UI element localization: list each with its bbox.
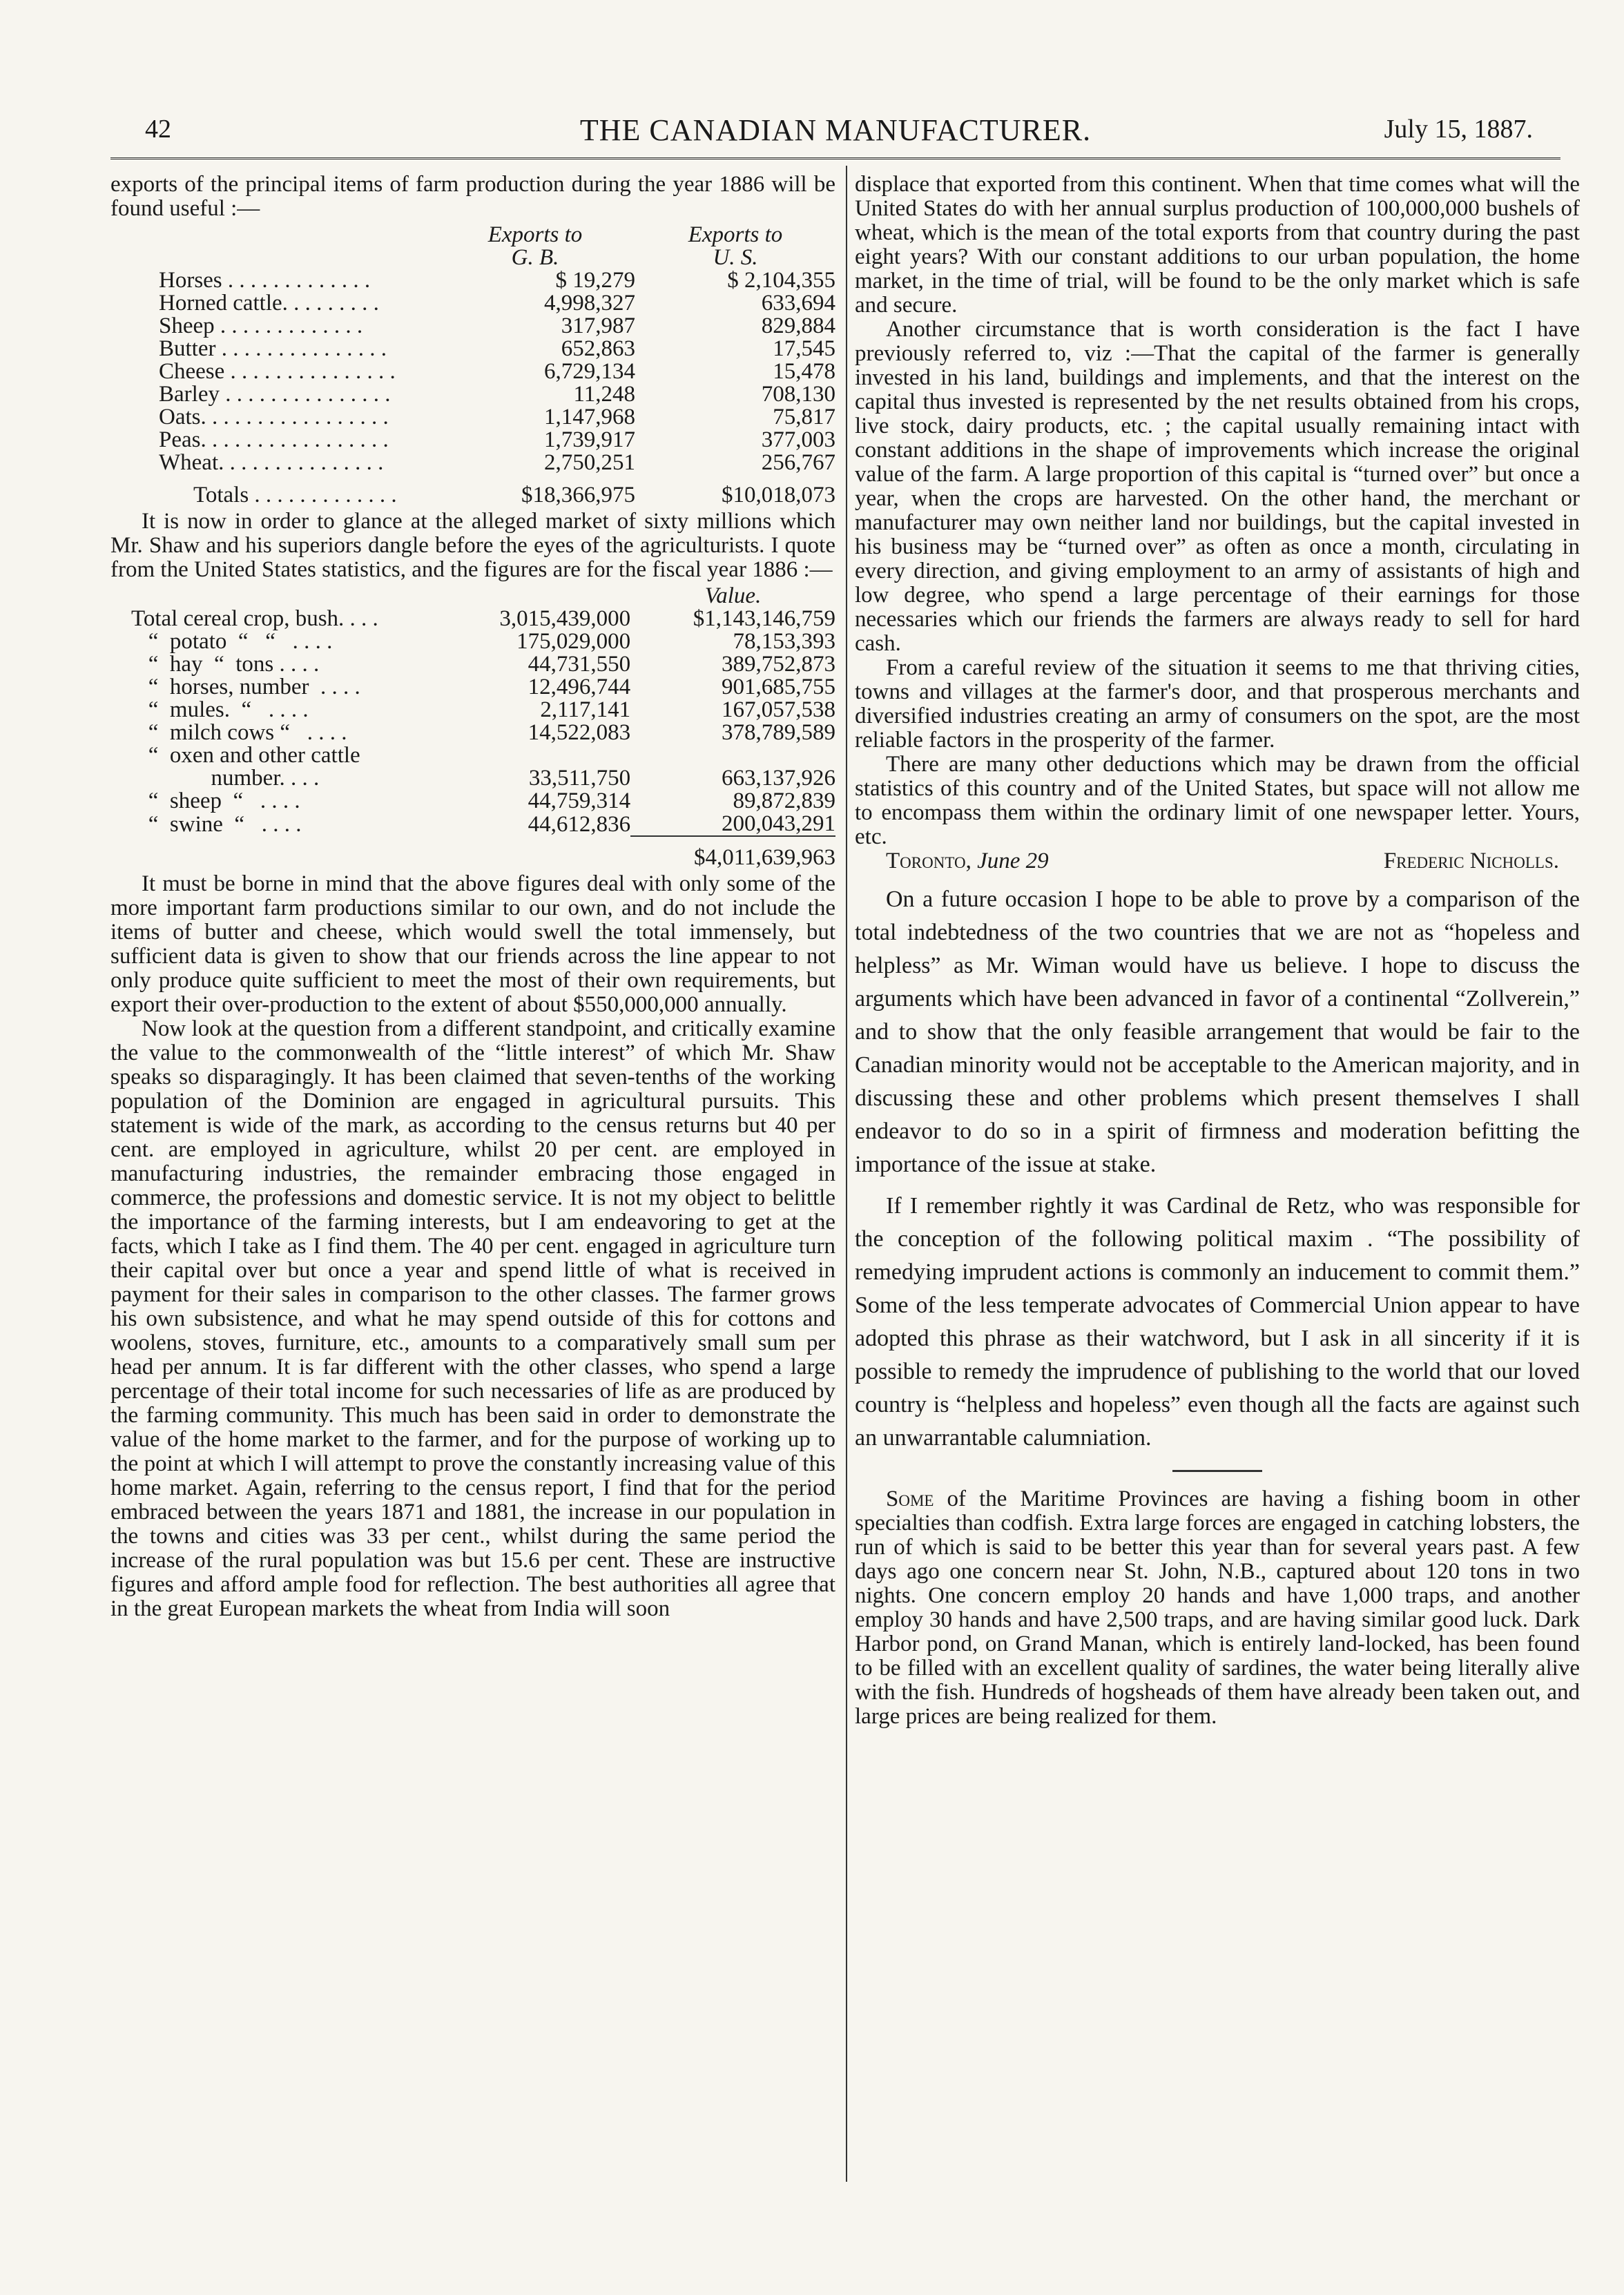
table-row: Sheep . . . . . . . . . . . . . 317,987 829,884 [159,313,835,338]
us-table-head [110,585,835,608]
glance-paragraph: It is now in order to glance at the alleged market of sixty millions which Mr. Shaw and his superiors dangle before the eyes of the agriculturists. I quote from the United States statistics, and the figures are for the fiscal year 1886 :— [110,509,835,582]
table-row: “ swine “ . . . . 44,612,836 200,043,291 [131,811,835,837]
fishing-lead: Some [886,1487,934,1511]
page-number: 42 [145,115,171,144]
table-row: “ horses, number . . . . 12,496,744 901,685,755 [131,675,835,699]
table-row: number. . . . 33,511,750 663,137,926 [131,766,835,791]
header-rule [110,157,1560,162]
col-head-gb: Exports to G. B. [487,222,583,270]
table-row: Horses . . . . . . . . . . . . . $ 19,279 $ 2,104,355 [159,268,835,293]
fishing-paragraph [855,1487,1580,1729]
review-paragraph: From a careful review of the situation it seems to me that thriving cities, towns and villages at the farmer's door, and that prosperous merchants and diversified industries creating an army of consumers on the spot, are the most reliable factors in the prosperity of the farmer. [855,655,1580,753]
table-row: Peas. . . . . . . . . . . . . . . . . 1,739,917 377,003 [159,427,835,452]
us-statistics-table [110,585,835,869]
intro-paragraph: exports of the principal items of farm production during the year 1886 will be found useful :— [110,172,835,221]
signature-name: Frederic Nicholls. [1383,849,1559,873]
exports-table-head [110,224,835,269]
publication-title: THE CANADIAN MANUFACTURER. [579,113,1092,147]
look-paragraph: Now look at the question from a different standpoint, and critically examine the value to the commonwealth of the “little interest” of which Mr. Shaw speaks so disparagingly. It has been claimed that seven-tenths of the working population of the Dominion are engaged in agricultural pursuits. This statement is wide of the mark, as according to the census returns but 40 per cent. are employed in agriculture, whilst 20 per cent. are employed in manufacturing industries, the remainder embracing those engaged in commerce, the professions and domestic service. It is not my object to belittle the importance of the farming interests, but I am endeavoring to get at the facts, which I take as I find them. The 40 per cent. engaged in agriculture turn their capital over but once a year and spend little of what is received in payment for their sales in comparison to the other classes. The farmer grows his own subsistence, and what he may spend outside of this for cottons and woolens, stoves, furniture, etc., amounts to a comparatively small sum per head per annum. It is far different with the other classes, who spend a large percentage of their total income for such necessaries of life as are produced by the farming community. This much has been said in order to demonstrate the value of the home market to the farmer, and for the purpose of working up to the point at which I will attempt to prove the constantly increasing value of this home market. Again, referring to the census report, I find that for the period embraced between the years 1871 and 1881, the increase in our population in the towns and cities was 33 per cent., whilst during the same period the increase of the rural population was but 15.6 per cent. These are instructive figures and afford ample food for reflection. The best authorities all agree that in the great European markets the wheat from India will soon [110,1016,835,1621]
grand-total-row: $4,011,639,963 [110,836,835,869]
table-row: “ hay “ tons . . . . 44,731,550 389,752,873 [131,652,835,677]
table-row: “ sheep “ . . . . 44,759,314 89,872,839 [131,788,835,813]
page-header [110,107,1560,155]
future-paragraph: On a future occasion I hope to be able to prove by a comparison of the total indebtedness of the two countries that we are not as “hopeless and helpless” as Mr. Wiman would have us believe. I hope to discuss the arguments which have been advanced in favor of a continental “Zollverein,” and to show that the only feasible arrangement that would be fair to the Canadian minority would not be acceptable to the American majority, and in discussing these and other problems which present themselves I shall endeavor to do so in a spirit of firmness and moderation befitting the importance of the issue at stake. [855,887,1580,1177]
borne-paragraph: It must be borne in mind that the above figures deal with only some of the more important farm productions similar to our own, and do not include the items of butter and cheese, which would swell the total immensely, but sufficient data is given to show that our friends across the line appear to not only produce quite sufficient to meet the most of their own requirements, but export their over-production to the extent of about $550,000,000 annually. [110,871,835,1017]
table-row: Oats. . . . . . . . . . . . . . . . . 1,147,968 75,817 [159,405,835,429]
totals-row: Totals . . . . . . . . . . . . . $18,366,975 $10,018,073 [193,483,835,507]
table-row: “ oxen and other cattle [131,743,360,768]
table-row: Barley . . . . . . . . . . . . . . . 11,248 708,130 [159,382,835,407]
issue-date: July 15, 1887. [1384,115,1533,144]
table-row: Butter . . . . . . . . . . . . . . . 652,863 17,545 [159,336,835,361]
table-row: Horned cattle. . . . . . . . . 4,998,327 633,694 [159,291,835,316]
editorial-note [855,883,1580,1455]
table-row: Cheese . . . . . . . . . . . . . . . 6,729,134 15,478 [159,359,835,384]
displace-paragraph: displace that exported from this continent. When that time comes what will the United States do with her annual surplus production of 100,000,000 bushels of wheat, which is the mean of the total exports from that country during the past eight years? With our constant additions to our urban population, the home market, in the time of trial, will be found to be the only market which is safe and secure. [855,172,1580,318]
table-row: Total cereal crop, bush. . . . 3,015,439,000 $1,143,146,759 [131,606,835,631]
table-row: Wheat. . . . . . . . . . . . . . . 2,750,251 256,767 [159,450,835,475]
another-paragraph: Another circumstance that is worth consideration is the fact I have previously referred to, viz :—That the capital of the farmer is generally invested in his land, buildings and implements, and that the interest on the capital thus invested is represented by the net results obtained from his crops, live stock, dairy products, etc. ; the capital usually remaining intact with constant additions in the shape of improvements which increase the original value of the farm. A large proportion of this capital is “turned over” but once a year, when the crops are harvested. On the other hand, the merchant or manufacturer may own neither land nor buildings, but the capital invested in his business may be “turned over” as often as once a month, circulating in every direction, and giving employment to an army of assistants of high and low degree, who spend a large percentage of their earnings for those necessaries which our friends the farmers are always ready to sell for hard cash. [855,317,1580,656]
column-divider [846,166,847,2182]
table-row: “ potato “ “ . . . . 175,029,000 78,153,393 [131,629,835,654]
section-separator [1172,1470,1262,1472]
deductions-paragraph: There are many other deductions which may be drawn from the official statistics of this country and of the United States, but space will not allow me to encompass them within the ordinary limit of one newspaper letter. Yours, etc. [855,752,1580,849]
table-row: “ milch cows “ . . . . 14,522,083 378,789,589 [131,720,835,745]
dateline-place: Toronto, [886,849,972,873]
fishing-body: of the Maritime Provinces are having a fishing boom in other specialties than codfish. Extra large forces are engaged in catching lobsters, the run of which is said to be better this year than for several years past. A few days ago one concern near St. John, N.B., captured about 120 tons in two nights. One concern employ 20 hands and have 1,000 traps, and another employ 30 hands and have 2,500 traps, and are having similar good luck. Dark Harbor pond, on Grand Manan, which is entirely land-locked, has been found to be filled with an excellent quality of sardines, the water being literally alive with the fish. Hundreds of hogsheads of them have already been taken out, and large prices are being realized for them. [855,1487,1580,1729]
dateline-date: June 29 [977,849,1049,873]
table-row: “ mules. “ . . . . 2,117,141 167,057,538 [131,697,835,722]
exports-table [110,224,835,507]
dateline [886,849,1049,873]
right-column [855,173,1580,1729]
left-column [110,173,835,1621]
value-head: Value. [704,583,762,608]
signature-line [855,849,1580,873]
col-head-us: Exports to U. S. [688,222,783,270]
retz-paragraph: If I remember rightly it was Cardinal de Retz, who was responsible for the conception of the following political maxim . “The possibility of remedying imprudent actions is commonly an inducement to commit them.” Some of the less temperate advocates of Commercial Union appear to have adopted this phrase as their watchword, but I ask in all sincerity if it is possible to remedy the imprudence of publishing to the world that our loved country is “helpless and hopeless” even though all the facts are against such an unwarrantable calumniation. [855,1193,1580,1451]
